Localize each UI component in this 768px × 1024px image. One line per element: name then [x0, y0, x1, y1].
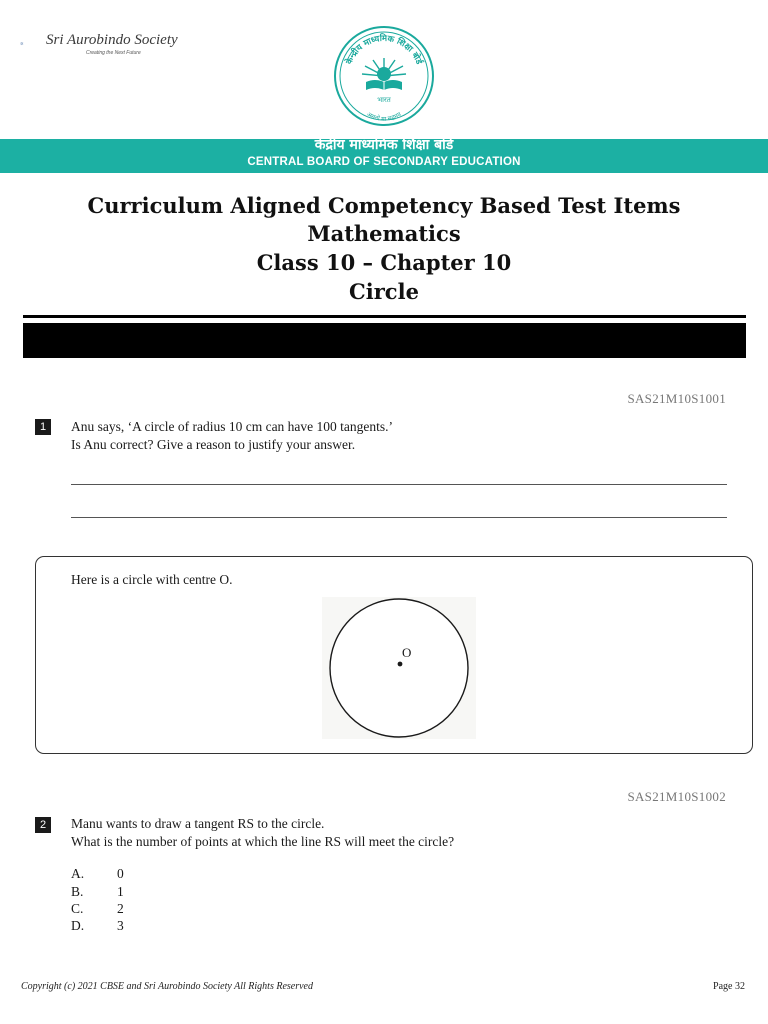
board-name-hindi: केंद्रीय माध्यमिक शिक्षा बोर्ड [314, 137, 454, 153]
circle-outline [330, 599, 468, 737]
option-d-letter: D. [71, 918, 85, 933]
question-code: SAS21M10S1001 [627, 391, 726, 406]
question-number-badge: 2 [35, 817, 51, 833]
divider-thin [23, 315, 746, 318]
stimulus-text: Here is a circle with centre O. [71, 572, 233, 587]
subject-title: Mathematics [307, 221, 461, 246]
seal-middle-text: भारत [377, 96, 391, 104]
class-chapter-title: Class 10 – Chapter 10 [256, 250, 512, 275]
seal-motto: असतो मा सद्गमय [365, 110, 403, 123]
page-number: Page 32 [713, 981, 745, 992]
answer-line[interactable] [71, 484, 727, 485]
question-text [71, 815, 454, 850]
option-b-value[interactable]: 1 [117, 884, 124, 899]
option-b-letter: B. [71, 884, 84, 899]
document-title: Curriculum Aligned Competency Based Test Items [87, 193, 681, 218]
option-c-value[interactable]: 2 [117, 901, 124, 916]
cbse-seal-logo [333, 24, 435, 128]
divider-thick [23, 323, 746, 358]
option-c-letter: C. [71, 901, 84, 916]
footer-copyright: Copyright (c) 2021 CBSE and Sri Aurobindo Society All Rights Reserved [21, 981, 313, 992]
question-number-badge: 1 [35, 419, 51, 435]
question-line: Anu says, ‘A circle of radius 10 cm can have 100 tangents.’ [71, 419, 394, 434]
seal-top-text: केन्द्रीय माध्यमिक शिक्षा बोर्ड [344, 33, 424, 66]
question-code: SAS21M10S1002 [627, 789, 726, 804]
option-a-letter: A. [71, 866, 85, 881]
question-line: What is the number of points at which the line RS will meet the circle? [71, 833, 455, 849]
topic-title: Circle [349, 279, 419, 304]
centre-label: O [402, 645, 412, 660]
option-a-value[interactable]: 0 [117, 866, 124, 881]
option-d-value[interactable]: 3 [117, 918, 124, 933]
question-line: Is Anu correct? Give a reason to justify your answer. [71, 436, 356, 452]
centre-point [398, 662, 403, 667]
board-name-english: CENTRAL BOARD OF SECONDARY EDUCATION [247, 156, 521, 168]
society-tagline: Creating the Next Future [86, 50, 141, 56]
question-text [71, 418, 393, 453]
society-name: Sri Aurobindo Society [46, 32, 178, 48]
question-line: Manu wants to draw a tangent RS to the circle. [71, 816, 325, 831]
sri-aurobindo-society-logo [20, 32, 44, 56]
answer-line[interactable] [71, 517, 727, 518]
circle-figure [322, 597, 476, 739]
